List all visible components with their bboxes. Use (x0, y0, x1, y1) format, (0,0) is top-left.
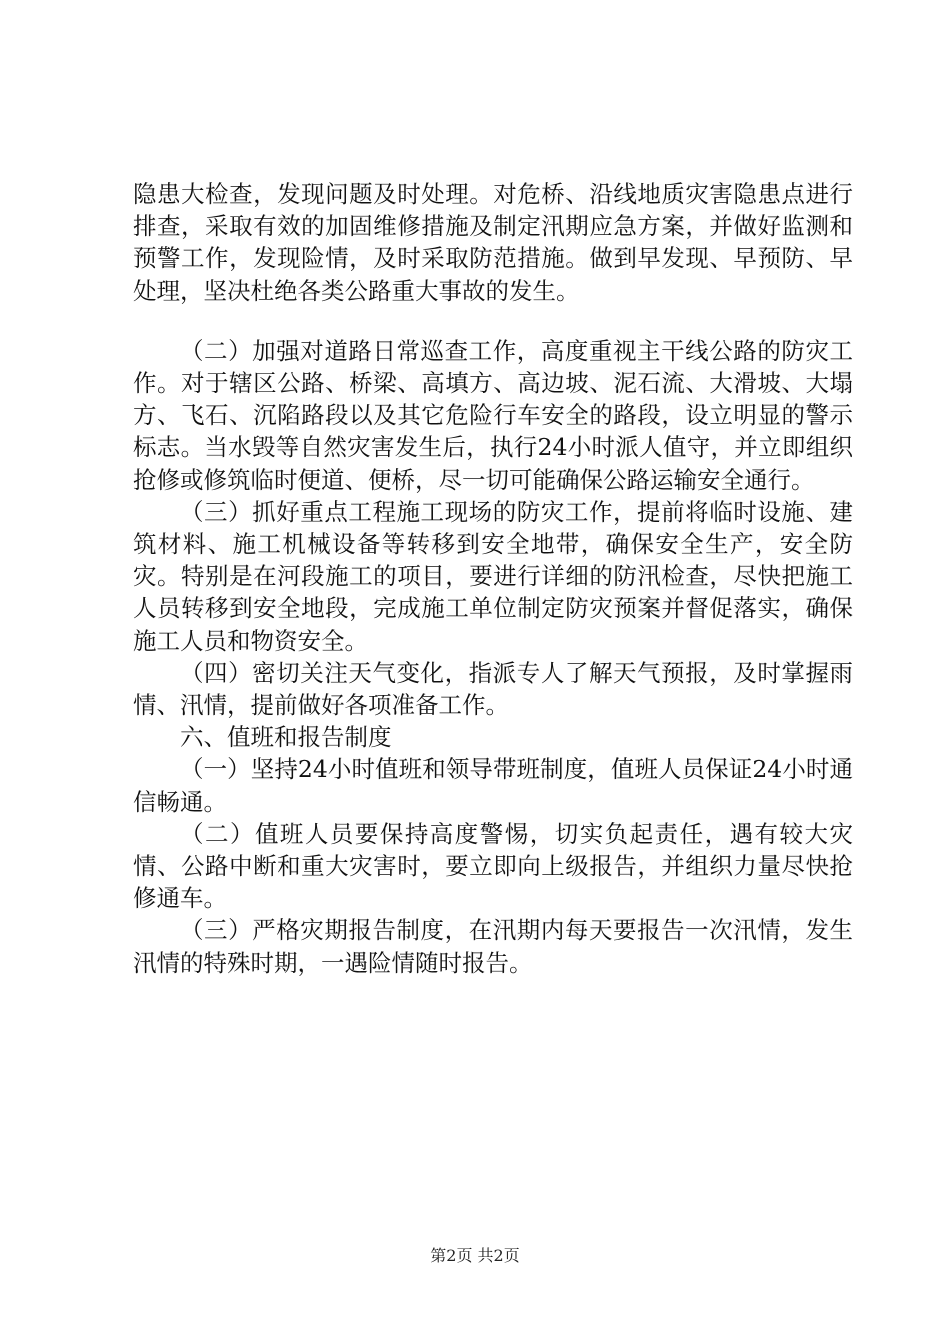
paragraph-road-patrol: （二）加强对道路日常巡查工作，高度重视主干线公路的防灾工作。对于辖区公路、桥梁、高填方、高边坡、泥石流、大滑坡、大塌方、飞石、沉陷路段以及其它危险行车安全的路段，设立明显的警示标志。当水毁等自然灾害发生后，执行24小时派人值守，并立即组织抢修或修筑临时便道、便桥，尽一切可能确保公路运输安全通行。 (133, 336, 853, 494)
paragraph-disaster-reporting: （三）严格灾期报告制度，在汛期内每天要报告一次汛情，发生汛情的特殊时期，一遇险情随时报告。 (133, 916, 853, 977)
paragraph-hazard-inspection: 隐患大检查，发现问题及时处理。对危桥、沿线地质灾害隐患点进行排查，采取有效的加固维修措施及制定汛期应急方案，并做好监测和预警工作，发现险情，及时采取防范措施。做到早发现、早预防、早处理，坚决杜绝各类公路重大事故的发生。 (133, 180, 853, 305)
paragraph-construction-site: （三）抓好重点工程施工现场的防灾工作，提前将临时设施、建筑材料、施工机械设备等转移到安全地带，确保安全生产，安全防灾。特别是在河段施工的项目，要进行详细的防汛检查，尽快把施工人员转移到安全地段，完成施工单位制定防灾预案并督促落实，确保施工人员和物资安全。 (133, 497, 853, 655)
paragraph-weather-watch: （四）密切关注天气变化，指派专人了解天气预报，及时掌握雨情、汛情，提前做好各项准备工作。 (133, 658, 853, 720)
section-heading-duty-reporting: 六、值班和报告制度 (180, 723, 392, 752)
page-footer: 第2页 共2页 (430, 1246, 520, 1265)
document-body (133, 178, 853, 979)
paragraph-24h-duty: （一）坚持24小时值班和领导带班制度，值班人员保证24小时通信畅通。 (133, 755, 853, 816)
paragraph-duty-vigilance: （二）值班人员要保持高度警惕，切实负起责任，遇有较大灾情、公路中断和重大灾害时，要立即向上级报告，并组织力量尽快抢修通车。 (133, 819, 853, 913)
